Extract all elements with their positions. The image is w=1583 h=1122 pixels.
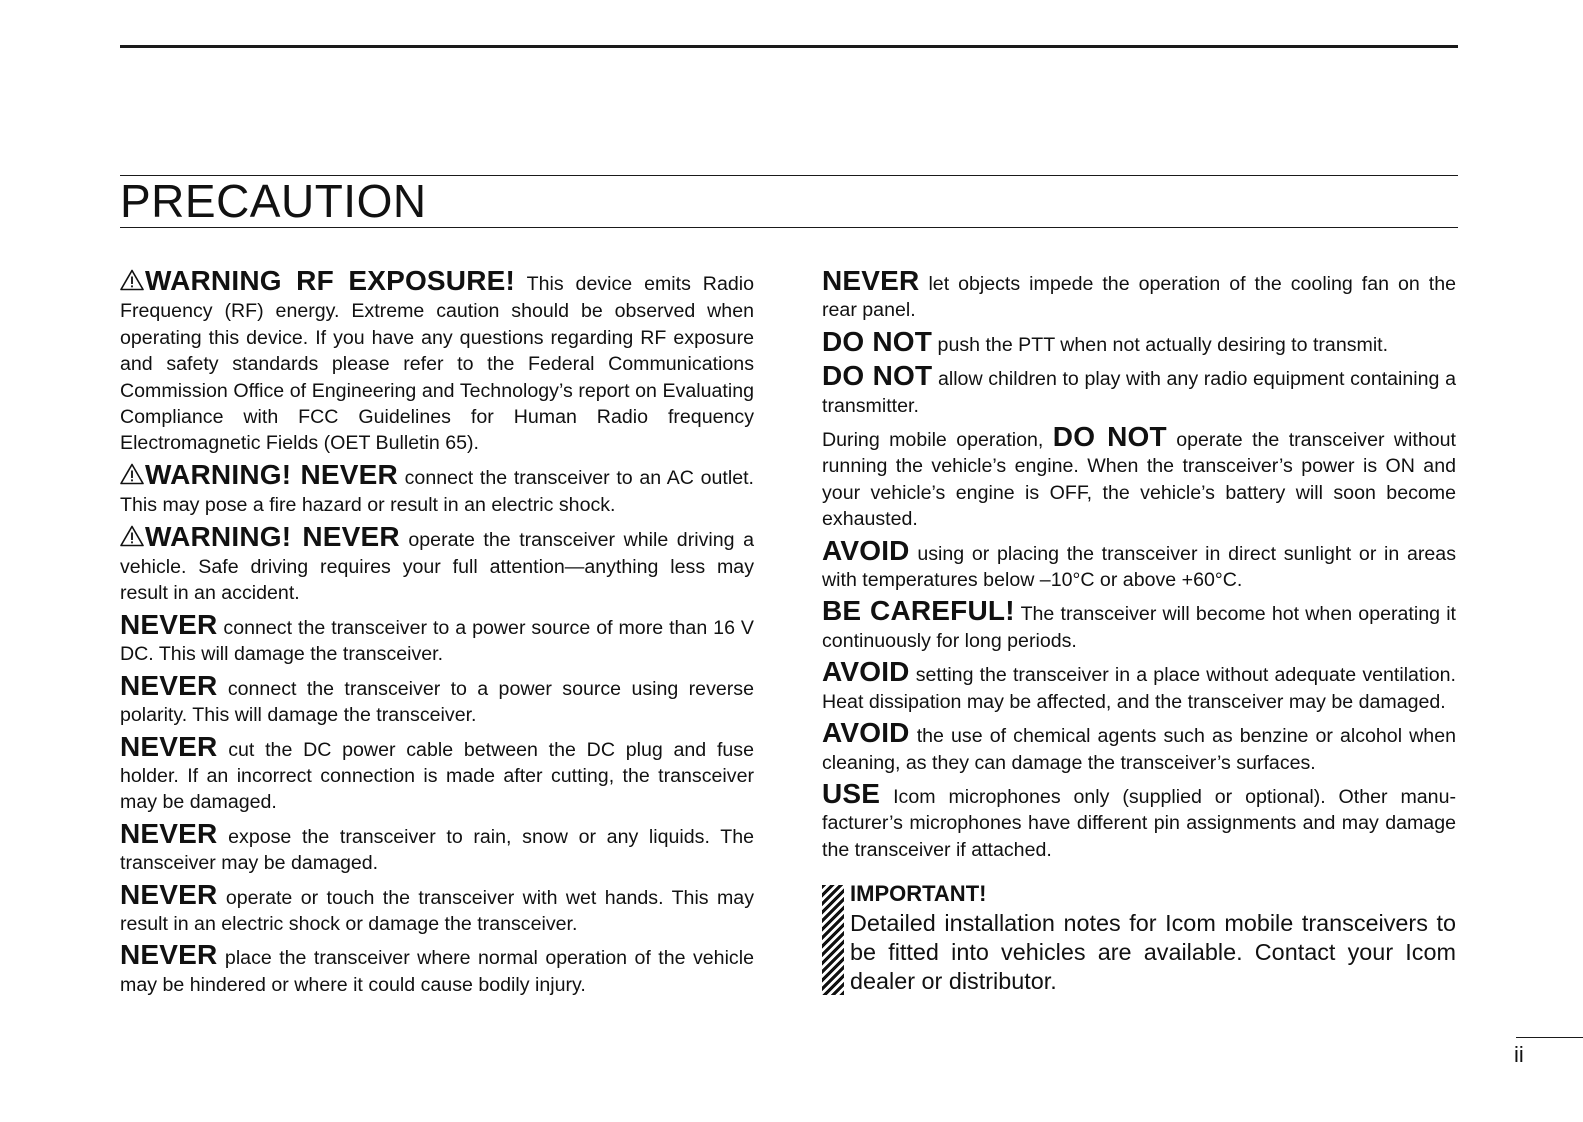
item-keyword: NEVER [120, 730, 218, 762]
item-text: cut the DC power cable between the DC plug and fuse holder. If an incorrect connection is made after cutting, the transceiver may be damaged. [120, 738, 754, 814]
item-keyword: BE CAREFUL! [822, 595, 1015, 627]
important-text: Detailed installation notes for Icom mobile transceivers to be fitted into vehicles are available. Contact your Icom dealer or distributor. [850, 910, 1456, 995]
precaution-item [120, 520, 754, 607]
item-text: operate the transceiver without running the vehicle’s engine. When the transceiver’s power is ON and your vehicle’s engine is OFF, the vehicle’s battery will soon become exhausted. [822, 429, 1456, 531]
precaution-item [120, 730, 754, 816]
precaution-item [822, 656, 1456, 715]
warning-triangle-icon [120, 463, 144, 492]
left-column [120, 265, 755, 1003]
precaution-item [822, 534, 1456, 594]
item-text: The transceiver will become hot when operating it continuously for long periods. [822, 603, 1456, 652]
item-keyword: WARNING RF EXPOSURE! [145, 265, 516, 296]
page-number-rule [1516, 1037, 1583, 1038]
precaution-item [822, 777, 1456, 863]
important-title: IMPORTANT! [850, 881, 987, 907]
hatch-marker-icon [822, 885, 844, 995]
item-text: using or placing the transceiver in direct sunlight or in areas with temperatures below –10°C or above +60°C. [822, 542, 1456, 592]
item-text: operate the transceiver while driving a vehicle. Safe driving requires your full attention—anything less may result in an accident. [120, 528, 754, 605]
item-text: Icom microphones only (supplied or optional). Other manufacturer’s microphones have different pin assignments and may damage the transceiver if attached. [822, 785, 1456, 861]
warning-triangle-icon [120, 525, 144, 554]
precaution-item [822, 265, 1456, 324]
precaution-item [822, 325, 1456, 358]
precaution-item [120, 265, 755, 457]
item-keyword: NEVER [120, 878, 218, 910]
right-column [822, 265, 1456, 996]
precaution-item [120, 458, 754, 519]
precaution-item [822, 360, 1456, 419]
item-text: the use of chemical agents such as benzine or alcohol when cleaning, as they can damage the transceiver’s surfaces. [822, 725, 1456, 774]
item-keyword: NEVER [822, 265, 920, 296]
item-text: operate or touch the transceiver with wet hands. This may result in an electric shock or damage the transceiver. [120, 886, 754, 935]
item-text: let objects impede the operation of the cooling fan on the rear panel. [822, 273, 1456, 322]
item-text: allow children to play with any radio equipment containing a transmitter. [822, 368, 1456, 417]
page-number: ii [1514, 1042, 1524, 1067]
precaution-item [822, 595, 1456, 654]
item-keyword: DO NOT [822, 325, 933, 357]
precaution-item [120, 669, 754, 729]
item-keyword: AVOID [822, 717, 910, 749]
warning-triangle-icon [120, 269, 144, 298]
item-keyword: WARNING! NEVER [145, 458, 398, 490]
item-keyword: NEVER [120, 939, 218, 971]
item-keyword: NEVER [120, 817, 218, 849]
title-rule-bottom [120, 227, 1458, 228]
item-text: connect the transceiver to an AC outlet. This may pose a fire hazard or result in an electric shock. [120, 466, 754, 517]
item-keyword: NEVER [120, 669, 218, 701]
top-rule [120, 45, 1458, 48]
precaution-item [120, 878, 754, 938]
item-keyword: AVOID [822, 534, 910, 566]
item-text: expose the transceiver to rain, snow or any liquids. The transceiver may be damaged. [120, 825, 754, 875]
item-keyword: WARNING! NEVER [145, 520, 400, 552]
item-text: connect the transceiver to a power source using reverse polarity. This will damage the transceiver. [120, 677, 754, 727]
important-note [822, 879, 1456, 996]
item-prefix: During mobile operation, [822, 429, 1044, 452]
page-title: PRECAUTION [120, 175, 427, 227]
precaution-item [822, 421, 1456, 533]
item-text: place the transceiver where normal operation of the vehicle may be hindered or where it could cause bodily injury. [120, 947, 754, 996]
item-keyword: DO NOT [822, 360, 933, 392]
precaution-item [120, 817, 754, 877]
precaution-item [822, 717, 1456, 776]
item-text: This device emits Radio Frequency (RF) energy. Extreme caution should be observed when operating this device. If you have any questions regarding RF exposure and safety standards please refer to the Federal Communications Commission Office of Engineering and Technology’s report on Evaluating Compliance with FCC Guidelines for Human Radio frequency Electromagnetic Fields (OET Bulletin 65). [120, 273, 755, 455]
item-text: connect the transceiver to a power source of more than 16 V DC. This will damage the transceiver. [120, 616, 754, 666]
precaution-item [120, 608, 754, 668]
item-keyword: AVOID [822, 656, 910, 688]
item-keyword: USE [822, 777, 881, 809]
item-keyword: DO NOT [1052, 421, 1167, 453]
item-text: setting the transceiver in a place without adequate ventilation. Heat dissipation may be affected, and the transceiver may be damaged. [822, 664, 1456, 713]
item-text: push the PTT when not actually desiring to transmit. [937, 333, 1389, 356]
precaution-item [120, 939, 754, 998]
item-keyword: NEVER [120, 608, 218, 640]
